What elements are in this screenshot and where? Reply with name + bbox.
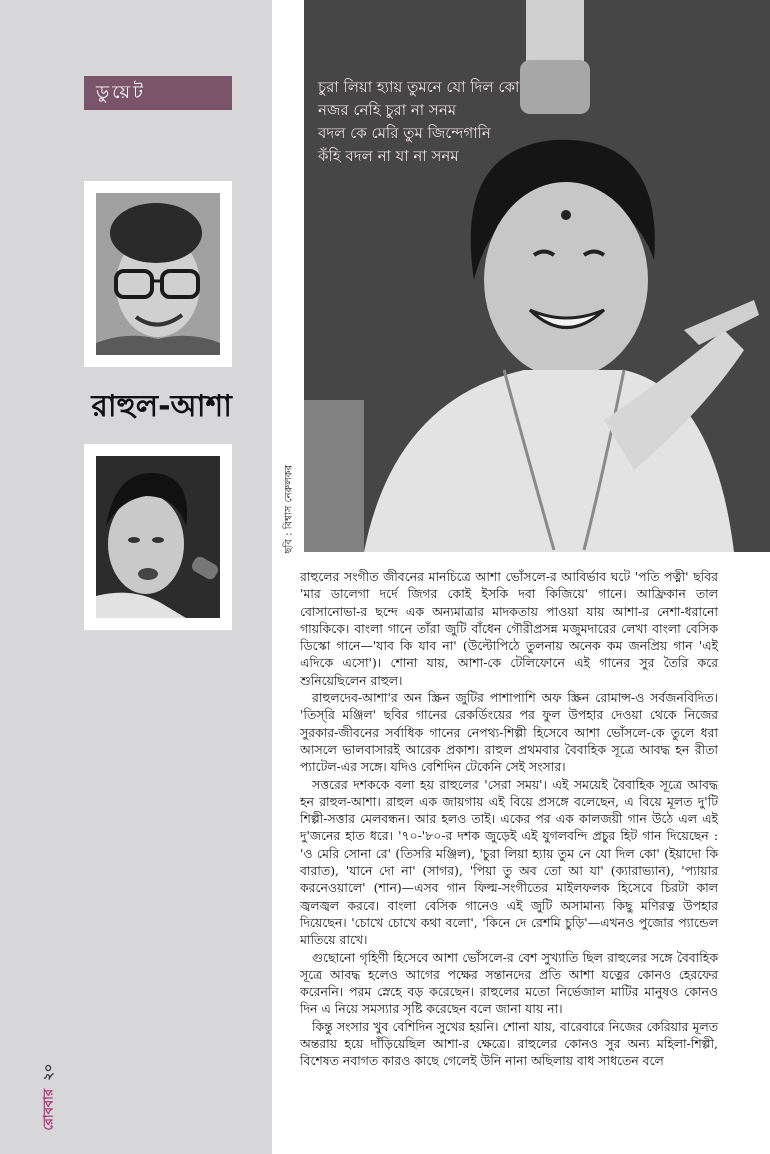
portrait-rahul [84, 181, 232, 367]
portrait-rahul-image [96, 193, 220, 355]
article-paragraph: গুছোনো গৃহিণী হিসেবে আশা ভোঁসলে-র বেশ সুখ্যাতি ছিল রাহুলের সঙ্গে বৈবাহিক সূত্রে আবদ্ধ হলেও আগের পক্ষের সন্তানদের প্রতি আশা যত্নের কোনও হেরফের করেননি। পরম স্নেহে বড় করেছেন। রাহুলের মতো নির্ভেজাল মাটির মানুষও কোনও দিন এ নিয়ে সমস্যার সৃষ্টি করেছেন বলে জানা যায় না। [300, 949, 718, 1017]
magazine-name: রোববার [41, 1088, 57, 1131]
left-sidebar-panel [0, 0, 272, 1154]
section-tag: ডুয়েট [84, 76, 232, 110]
portrait-asha-image [96, 456, 220, 618]
page-footer [30, 1010, 57, 1131]
lyrics-overlay [318, 76, 578, 168]
photo-credit-text: ছবি : বিশ্বাস নেরুলকর [283, 464, 295, 554]
article-paragraph: কিন্তু সংসার খুব বেশিদিন সুখের হয়নি। শোনা যায়, বারেবারে নিজের কেরিয়ার মূলত অন্তরায় হয়ে দাঁড়িয়েছিল আশা-র ক্ষেত্রে। রাহুলের কোনও সুর অন্য মহিলা-শিল্পী, বিশেষত নবাগত কারও কাছে গেলেই উনি নানা অছিলায় বাধ সাধতেন বলে [300, 1018, 718, 1069]
lyric-line: নজর নেহি চুরা না সনম [318, 101, 457, 119]
lyric-line: কঁহি বদল না যা না সনম [318, 147, 459, 165]
portrait-asha [84, 444, 232, 630]
lyric-line: বদল কে মেরি তুম জিন্দেগানি [318, 124, 491, 142]
article-paragraph: সত্তরের দশককে বলা হয় রাহুলের 'সেরা সময়'। এই সময়েই বৈবাহিক সূত্রে আবদ্ধ হন রাহুল-আশা। রাহুল এক জায়গায় এই বিয়ে প্রসঙ্গে বলেছেন, এ বিয়ে মূলত দু'টি শিল্পী-সত্তার মেলবন্ধন। আর হলও তাই। একের পর এক কালজয়ী গান উঠে এল এই দু'জনের হাত ধরে। '৭০-'৮০-র দশক জুড়েই এই যুগলবন্দি প্রচুর হিট গান দিয়েছেন : 'ও মেরি সোনা রে' (তিসরি মঞ্জিল), 'চুরা লিয়া হ্যায় তুম নে যো দিল কো' (ইয়াদো কি বারাত), 'যানে দো না' (সাগর), 'পিয়া তু অব তো আ যা' (ক্যারাভ্যান), 'প্যায়ার করনেওয়ালে' (শান)—এসব গান ফিল্ম-সংগীতের মাইলফলক হিসেবে চিরটা কাল জ্বলজ্বল করবে। বাংলা বেসিক গানেও এই জুটি অসামান্য কিছু মণিরত্ন উপহার দিয়েছেন। 'চোখে চোখে কথা বলো', 'কিনে দে রেশমি চুড়ি'—এখনও পুজোর প্যান্ডেল মাতিয়ে রাখে। [300, 776, 718, 948]
page-number: ২০ [41, 1063, 57, 1081]
photo-credit [280, 440, 300, 560]
article-paragraph: রাহুলের সংগীত জীবনের মানচিত্রে আশা ভোঁসলে-র আবির্ভাব ঘটে 'পতি পত্নী' ছবির 'মার ডালেগা দর্দে জিগর কোই ইসকি দবা কিজিয়ে' গানে। আফ্রিকান তাল বোসানোভা-র ছন্দে এক অন্যমাত্রার মাদকতায় পাওয়া যায় আশা-র নেশা-ধরানো গায়কিকে। বাংলা গানে তাঁরা জুটি বাঁধেন গৌরীপ্রসন্ন মজুমদারের লেখা বাংলা বেসিক ডিস্কো গানে—'যাব কি যাব না' (উল্টোপিঠে তুলনায় অনেক কম জনপ্রিয় গান 'এই এদিকে এসো')। শোনা যায়, আশা-কে টেলিফোনে এই গানের সুর তৈরি করে শুনিয়েছিলেন রাহুল। [300, 569, 718, 688]
duo-title: রাহুল-আশা [91, 389, 232, 424]
article-body [300, 568, 718, 1070]
lyric-line: চুরা লিয়া হ্যায় তুমনে যো দিল কো [318, 78, 520, 96]
article-paragraph: রাহুলদেব-আশা'র অন স্ক্রিন জুটির পাশাপাশি অফ স্ক্রিন রোমান্স-ও সর্বজনবিদিত। 'তিস্‌রি মঞ্জিল' ছবির গানের রেকর্ডিংয়ের পর ফুল উপহার দেওয়া থেকে নিজের সুরকার-জীবনের সর্বাধিক গানের নেপথ্য-শিল্পী হিসেবে আশা ভোঁসলে-কে তুলে ধরা আসলে ভালবাসারই আরেক প্রকাশ। রাহুল প্রথমবার বৈবাহিক সূত্রে আবদ্ধ হন রীতা প্যাটেল-এর সঙ্গে। যদিও বেশিদিন টেকেনি সেই সংসার। [300, 690, 718, 775]
